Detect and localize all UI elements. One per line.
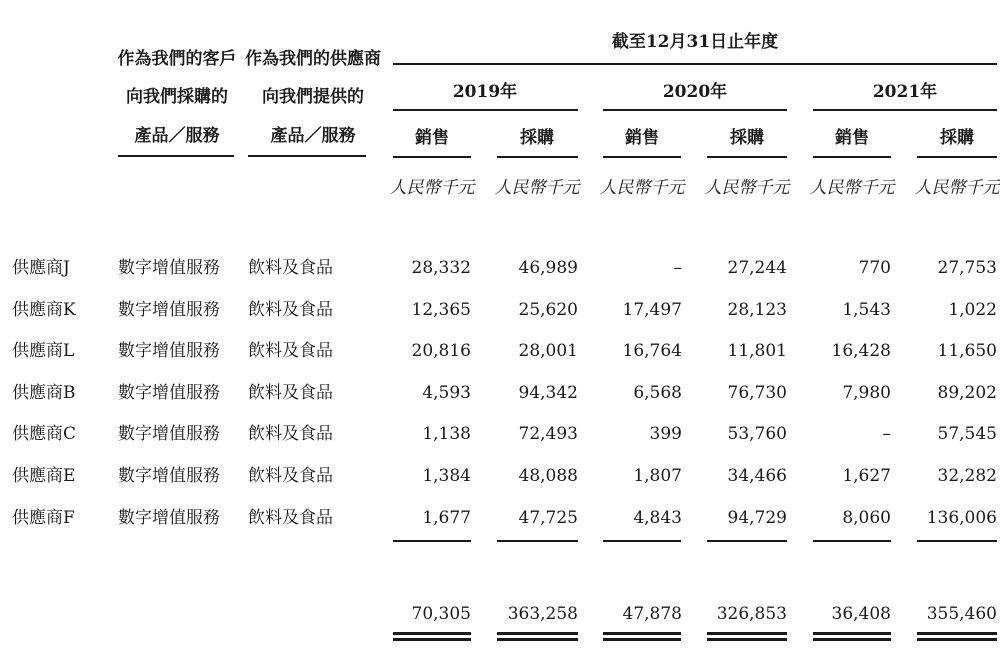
value-cell-purchase-2019: 72,493 — [518, 424, 578, 444]
purchase-underline-2020 — [707, 156, 787, 158]
sales-heading-2019: 銷售 — [415, 128, 449, 148]
sales-heading-2021: 銷售 — [835, 128, 869, 148]
value-cell-sales-2021: 1,543 — [842, 300, 891, 320]
unit-label-sales-2021: 人民幣千元 — [809, 178, 895, 198]
year-2019-underline — [393, 109, 578, 111]
value-cell-sales-2020: 16,764 — [622, 341, 682, 361]
unit-label-purchase-2019: 人民幣千元 — [494, 178, 580, 198]
value-cell-purchase-2021: 136,006 — [926, 508, 997, 528]
subtotal-rule-sales-2019 — [393, 540, 471, 542]
value-cell-purchase-2020: 94,729 — [727, 508, 787, 528]
value-cell-purchase-2021: 27,753 — [937, 258, 997, 278]
value-cell-purchase-2019: 47,725 — [518, 508, 578, 528]
value-cell-sales-2019: 1,677 — [422, 508, 471, 528]
subtotal-rule-sales-2020 — [603, 540, 681, 542]
value-cell-purchase-2020: 28,123 — [727, 300, 787, 320]
sales-heading-2020: 銷售 — [625, 128, 659, 148]
value-cell-purchase-2019: 94,342 — [518, 383, 578, 403]
sales-underline-2021 — [813, 156, 891, 158]
sales-underline-2019 — [393, 156, 471, 158]
value-cell-sales-2021: 1,627 — [842, 466, 891, 486]
period-title: 截至12月31日止年度 — [611, 32, 779, 52]
supplier-product-cell: 飲料及食品 — [248, 508, 333, 528]
value-cell-sales-2021: 8,060 — [842, 508, 891, 528]
customer-col-heading-line2: 向我們採購的 — [126, 87, 228, 107]
customer-product-cell: 數字增值服務 — [118, 383, 220, 403]
supplier-name: 供應商L — [12, 341, 75, 361]
total-double-rule-purchase-2021 — [917, 632, 997, 641]
value-cell-sales-2020: 4,843 — [633, 508, 682, 528]
purchase-heading-2019: 採購 — [520, 128, 554, 148]
total-double-rule-sales-2021 — [813, 632, 891, 641]
year-2021-underline — [813, 109, 997, 111]
value-cell-sales-2020: 6,568 — [633, 383, 682, 403]
value-cell-purchase-2020: 34,466 — [727, 466, 787, 486]
unit-label-sales-2019: 人民幣千元 — [389, 178, 475, 198]
value-cell-purchase-2020: 11,801 — [727, 341, 787, 361]
supplier-col-heading-line3: 產品／服務 — [270, 126, 356, 146]
value-cell-sales-2020: 1,807 — [633, 466, 682, 486]
value-cell-purchase-2019: 46,989 — [518, 258, 578, 278]
total-cell-purchase-2020: 326,853 — [716, 604, 787, 624]
period-underline — [393, 63, 997, 65]
value-cell-purchase-2021: 32,282 — [937, 466, 997, 486]
total-double-rule-purchase-2019 — [497, 632, 578, 641]
customer-product-cell: 數字增值服務 — [118, 341, 220, 361]
value-cell-purchase-2021: 57,545 — [937, 424, 997, 444]
value-cell-sales-2021: – — [882, 424, 891, 444]
total-cell-purchase-2021: 355,460 — [926, 604, 997, 624]
value-cell-sales-2021: 7,980 — [842, 383, 891, 403]
value-cell-purchase-2019: 48,088 — [518, 466, 578, 486]
value-cell-sales-2019: 1,384 — [422, 466, 471, 486]
value-cell-sales-2021: 770 — [858, 258, 891, 278]
subtotal-rule-purchase-2021 — [917, 540, 997, 542]
customer-col-heading-line3: 產品／服務 — [134, 126, 220, 146]
purchase-underline-2021 — [917, 156, 997, 158]
supplier-name: 供應商C — [12, 424, 77, 444]
value-cell-purchase-2020: 27,244 — [727, 258, 787, 278]
total-double-rule-purchase-2020 — [707, 632, 787, 641]
supplier-product-cell: 飲料及食品 — [248, 424, 333, 444]
subtotal-rule-purchase-2019 — [497, 540, 578, 542]
total-double-rule-sales-2019 — [393, 632, 471, 641]
year-2021-heading: 2021年 — [872, 82, 938, 102]
value-cell-sales-2020: – — [673, 258, 682, 278]
unit-label-purchase-2021: 人民幣千元 — [914, 178, 1000, 198]
unit-label-purchase-2020: 人民幣千元 — [704, 178, 790, 198]
total-cell-sales-2019: 70,305 — [411, 604, 471, 624]
total-cell-sales-2021: 36,408 — [831, 604, 891, 624]
value-cell-sales-2019: 28,332 — [411, 258, 471, 278]
total-double-rule-sales-2020 — [603, 632, 681, 641]
value-cell-sales-2019: 1,138 — [422, 424, 471, 444]
purchase-heading-2020: 採購 — [730, 128, 764, 148]
value-cell-purchase-2019: 25,620 — [518, 300, 578, 320]
supplier-product-cell: 飲料及食品 — [248, 341, 333, 361]
supplier-name: 供應商B — [12, 383, 76, 403]
purchase-heading-2021: 採購 — [940, 128, 974, 148]
customer-product-cell: 數字增值服務 — [118, 300, 220, 320]
customer-col-heading-line1: 作為我們的客戶 — [117, 49, 237, 69]
value-cell-sales-2021: 16,428 — [831, 341, 891, 361]
value-cell-purchase-2021: 89,202 — [937, 383, 997, 403]
value-cell-sales-2019: 12,365 — [411, 300, 471, 320]
customer-col-underline — [118, 155, 234, 157]
total-cell-purchase-2019: 363,258 — [507, 604, 578, 624]
year-2020-underline — [603, 109, 787, 111]
total-cell-sales-2020: 47,878 — [622, 604, 682, 624]
supplier-name: 供應商F — [12, 508, 75, 528]
supplier-name: 供應商J — [12, 258, 70, 278]
value-cell-sales-2020: 17,497 — [622, 300, 682, 320]
supplier-col-heading-line2: 向我們提供的 — [262, 87, 364, 107]
purchase-underline-2019 — [497, 156, 578, 158]
value-cell-purchase-2021: 1,022 — [948, 300, 997, 320]
supplier-col-heading-line1: 作為我們的供應商 — [245, 49, 381, 69]
value-cell-purchase-2020: 76,730 — [727, 383, 787, 403]
supplier-name: 供應商K — [12, 300, 76, 320]
subtotal-rule-sales-2021 — [813, 540, 891, 542]
value-cell-purchase-2021: 11,650 — [937, 341, 997, 361]
supplier-product-cell: 飲料及食品 — [248, 466, 333, 486]
year-2019-heading: 2019年 — [452, 82, 518, 102]
customer-product-cell: 數字增值服務 — [118, 466, 220, 486]
customer-product-cell: 數字增值服務 — [118, 258, 220, 278]
customer-product-cell: 數字增值服務 — [118, 508, 220, 528]
value-cell-sales-2020: 399 — [649, 424, 682, 444]
supplier-product-cell: 飲料及食品 — [248, 258, 333, 278]
unit-label-sales-2020: 人民幣千元 — [599, 178, 685, 198]
customer-product-cell: 數字增值服務 — [118, 424, 220, 444]
year-2020-heading: 2020年 — [662, 82, 728, 102]
value-cell-sales-2019: 4,593 — [422, 383, 471, 403]
supplier-product-cell: 飲料及食品 — [248, 300, 333, 320]
value-cell-purchase-2020: 53,760 — [727, 424, 787, 444]
supplier-name: 供應商E — [12, 466, 76, 486]
sales-underline-2020 — [603, 156, 681, 158]
value-cell-purchase-2019: 28,001 — [518, 341, 578, 361]
value-cell-sales-2019: 20,816 — [411, 341, 471, 361]
subtotal-rule-purchase-2020 — [707, 540, 787, 542]
supplier-col-underline — [248, 155, 366, 157]
supplier-product-cell: 飲料及食品 — [248, 383, 333, 403]
